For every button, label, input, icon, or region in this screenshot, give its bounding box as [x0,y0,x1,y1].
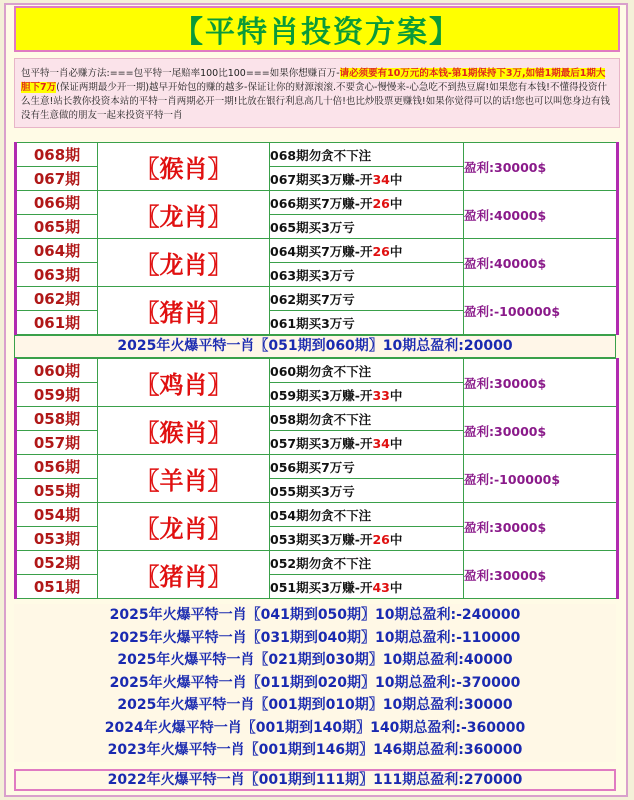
period-label: 057期 [16,431,98,455]
plan-row [16,191,618,215]
profit-value: 盈利:40000$ [464,191,618,239]
bet-record-text: 063期买3万亏 [270,267,355,283]
bet-record-text: 052期勿贪不下注 [270,555,372,571]
zodiac-pick: 〖龙肖〗 [98,503,270,551]
bet-record [270,143,464,167]
bet-record-text: 064期买7万赚-开 [270,243,373,259]
hit-suffix: 中 [389,579,403,595]
bet-record-text: 058期勿贪不下注 [270,411,372,427]
summary-line: 2025年火爆平特一肖〖021期到030期〗10期总盈利:40000 [14,649,616,672]
summary-line: 2024年火爆平特一肖〖001期到140期〗140期总盈利:-360000 [14,717,616,740]
bet-record [270,215,464,239]
summary-2022: 2022年火爆平特一肖〖001期到111期〗111期总盈利:270000 [14,769,616,791]
zodiac-pick: 〖鸡肖〗 [98,359,270,407]
period-label: 061期 [16,311,98,335]
bet-record-text: 057期买3万赚-开 [270,435,373,451]
profit-value: 盈利:-100000$ [464,455,618,503]
hit-number: 26 [372,531,390,547]
summary-line: 2025年火爆平特一肖〖011期到020期〗10期总盈利:-370000 [14,672,616,695]
profit-value: 盈利:40000$ [464,239,618,287]
profit-value: 盈利:30000$ [464,503,618,551]
hit-suffix: 中 [389,531,403,547]
period-label: 064期 [16,239,98,263]
profit-value: 盈利:30000$ [464,143,618,191]
period-label: 065期 [16,215,98,239]
bet-record [270,191,464,215]
summary-line: 2023年火爆平特一肖〖001期到146期〗146期总盈利:360000 [14,739,616,762]
hit-number: 26 [372,243,390,259]
bet-record-text: 051期买3万赚-开 [270,579,373,595]
bet-record [270,239,464,263]
bet-record-text: 061期买3万亏 [270,315,355,331]
zodiac-pick: 〖羊肖〗 [98,455,270,503]
profit-value: 盈利:30000$ [464,407,618,455]
bet-record [270,359,464,383]
bet-record-text: 062期买7万亏 [270,291,355,307]
period-label: 056期 [16,455,98,479]
profit-value: 盈利:30000$ [464,359,618,407]
bet-record [270,383,464,407]
hit-suffix: 中 [389,435,403,451]
bet-record-text: 068期勿贪不下注 [270,147,372,163]
profit-value: 盈利:30000$ [464,551,618,599]
plan-row [16,455,618,479]
summary-line: 2025年火爆平特一肖〖041期到050期〗10期总盈利:-240000 [14,604,616,627]
bet-record-text: 060期勿贪不下注 [270,363,372,379]
period-label: 058期 [16,407,98,431]
summary-line: 2025年火爆平特一肖〖031期到040期〗10期总盈利:-110000 [14,627,616,650]
bet-record-text: 054期勿贪不下注 [270,507,372,523]
period-label: 060期 [16,359,98,383]
period-label: 051期 [16,575,98,599]
bet-record [270,503,464,527]
period-label: 054期 [16,503,98,527]
period-label: 066期 [16,191,98,215]
intro-part2: (保证两期最少开一期)越早开始包的赚的越多-保证让你的财源滚滚.不要贪心-慢慢来-心急吃不到热豆腐!如果您有本钱!不懂得投资什么生意!站长教你投资本站的平特一肖两期必开一期!比放在银行利息高几十倍!也比炒股票更赚钱!如果你觉得可以的话!您也可以叫您身边有钱没有生意做的朋友一起来投资平特一肖 [21,82,611,121]
summary-line: 2025年火爆平特一肖〖001期到010期〗10期总盈利:30000 [14,694,616,717]
bet-record-text: 065期买3万亏 [270,219,355,235]
plan-row [16,359,618,383]
intro-part1: 包平特一肖必赚方法:===包平特一尾赔率100比100===如果你想赚百万- [21,68,340,79]
bet-record [270,479,464,503]
period-label: 062期 [16,287,98,311]
period-label: 063期 [16,263,98,287]
plan-table-recent [14,142,619,335]
period-label: 055期 [16,479,98,503]
hit-suffix: 中 [389,195,403,211]
hit-suffix: 中 [389,387,403,403]
plan-row [16,143,618,167]
bet-record [270,263,464,287]
plan-table-previous [14,358,619,599]
bet-record-text: 066期买7万赚-开 [270,195,373,211]
plan-row [16,551,618,575]
bet-record [270,431,464,455]
zodiac-pick: 〖猪肖〗 [98,287,270,335]
page-title: 【平特肖投资方案】 [14,6,620,52]
plan-row [16,407,618,431]
summary-051-060: 2025年火爆平特一肖〖051期到060期〗10期总盈利:20000 [14,335,616,358]
bet-record [270,551,464,575]
bet-record [270,287,464,311]
intro-text [14,58,620,128]
period-label: 059期 [16,383,98,407]
bet-record [270,575,464,599]
hit-number: 34 [372,171,390,187]
bet-record-text: 053期买3万赚-开 [270,531,373,547]
plan-row [16,503,618,527]
bet-record-text: 055期买3万亏 [270,483,355,499]
bet-record [270,167,464,191]
bet-record [270,407,464,431]
plan-row [16,239,618,263]
profit-value: 盈利:-100000$ [464,287,618,335]
bet-record-text: 067期买3万赚-开 [270,171,373,187]
bet-record-text: 056期买7万亏 [270,459,355,475]
bet-record [270,455,464,479]
period-label: 053期 [16,527,98,551]
plan-row [16,287,618,311]
hit-suffix: 中 [389,243,403,259]
summary-list [14,604,616,762]
intro-highlight: 请必须要有10万元的本钱-第1期保持下3万,如错1期最后1期大胆下7万 [21,68,606,93]
zodiac-pick: 〖猪肖〗 [98,551,270,599]
period-label: 067期 [16,167,98,191]
hit-number: 43 [372,579,390,595]
hit-number: 26 [372,195,390,211]
period-label: 068期 [16,143,98,167]
zodiac-pick: 〖猴肖〗 [98,143,270,191]
bet-record [270,527,464,551]
bet-record-text: 059期买3万赚-开 [270,387,373,403]
zodiac-pick: 〖龙肖〗 [98,191,270,239]
hit-number: 34 [372,435,390,451]
hit-number: 33 [372,387,390,403]
period-label: 052期 [16,551,98,575]
bet-record [270,311,464,335]
zodiac-pick: 〖猴肖〗 [98,407,270,455]
hit-suffix: 中 [389,171,403,187]
zodiac-pick: 〖龙肖〗 [98,239,270,287]
